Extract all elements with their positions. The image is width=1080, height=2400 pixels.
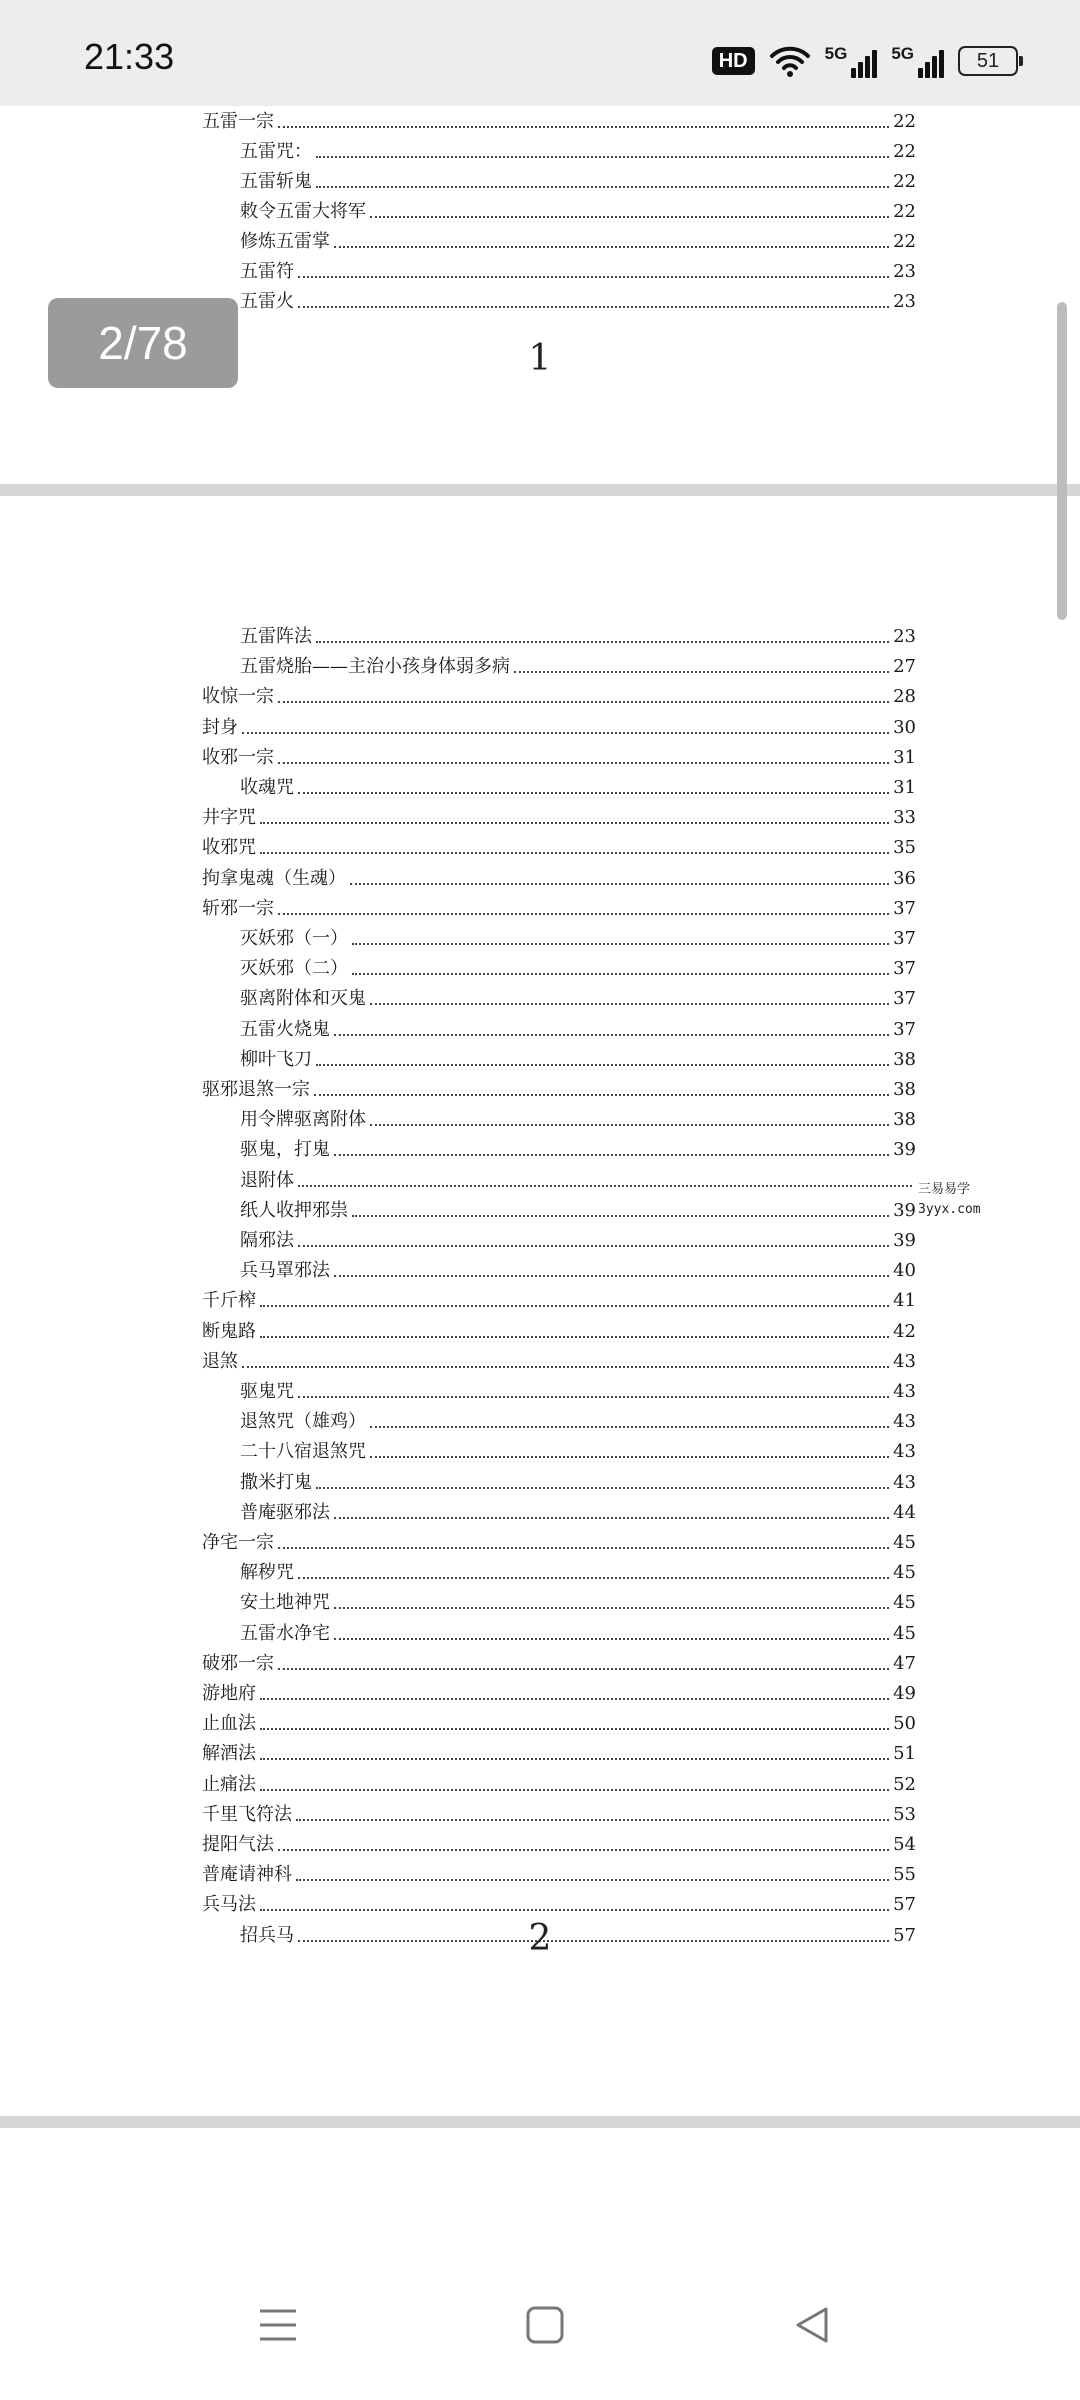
toc-leader-dots	[316, 1064, 889, 1066]
toc-leader-dots	[260, 1336, 889, 1338]
toc-leader-dots	[314, 1094, 889, 1096]
toc-entry[interactable]	[240, 1198, 916, 1224]
toc-entry[interactable]	[240, 199, 916, 225]
toc-leader-dots	[278, 701, 889, 703]
toc-leader-dots	[298, 276, 889, 278]
toc-entry-page: 49	[893, 1683, 916, 1704]
toc-entry[interactable]	[240, 259, 916, 285]
toc-entry-page: 54	[893, 1834, 916, 1855]
toc-leader-dots	[298, 1396, 889, 1398]
toc-entry-page: 22	[893, 231, 916, 252]
toc-entry-title: 收惊一宗	[202, 686, 274, 708]
toc-entry[interactable]	[240, 1258, 916, 1284]
toc-entry-title: 二十八宿退煞咒	[240, 1441, 366, 1463]
toc-entry[interactable]	[202, 684, 916, 710]
toc-entry-page: 22	[893, 201, 916, 222]
toc-entry[interactable]	[240, 1228, 916, 1254]
toc-entry-page: 43	[893, 1471, 916, 1493]
toc-entry-title: 封身	[202, 716, 238, 738]
toc-entry[interactable]	[240, 1590, 916, 1616]
toc-entry[interactable]	[202, 745, 916, 771]
toc-entry-title: 招兵马	[240, 1924, 294, 1946]
toc-entry[interactable]	[240, 1107, 916, 1133]
toc-entry-page: 33	[893, 807, 916, 829]
toc-entry-title: 撒米打鬼	[240, 1471, 312, 1493]
toc-entry-page: 45	[893, 1532, 916, 1553]
toc-entry-title: 净宅一宗	[202, 1532, 274, 1553]
toc-leader-dots	[514, 671, 889, 673]
toc-entry-title: 解酒法	[202, 1743, 256, 1765]
toc-entry[interactable]	[240, 289, 916, 315]
toc-entry[interactable]	[240, 1017, 916, 1043]
toc-entry-page: 27	[893, 656, 916, 678]
toc-entry[interactable]	[240, 229, 916, 255]
toc-leader-dots	[316, 186, 889, 188]
toc-entry[interactable]	[240, 1047, 916, 1073]
toc-entry[interactable]	[202, 1349, 916, 1375]
toc-entry-page: 39	[893, 1230, 916, 1251]
toc-entry-title: 退煞咒（雄鸡）	[240, 1411, 366, 1433]
toc-entry-page: 45	[893, 1562, 916, 1584]
toc-entry[interactable]	[240, 654, 916, 680]
toc-leader-dots	[298, 1577, 889, 1579]
toc-leader-dots	[370, 216, 889, 218]
toc-leader-dots	[260, 822, 889, 824]
toc-entry-page: 37	[893, 897, 916, 919]
toc-entry-page: 40	[893, 1260, 916, 1282]
toc-entry-page: 36	[893, 867, 916, 889]
toc-entry-title: 驱离附体和灭鬼	[240, 988, 366, 1010]
toc-entry-page: 23	[893, 291, 916, 312]
toc-entry-page: 43	[893, 1381, 916, 1402]
toc-entry-title: 收魂咒	[240, 777, 294, 798]
toc-leader-dots	[278, 762, 889, 764]
home-icon	[525, 2305, 565, 2345]
toc-entry[interactable]	[202, 1892, 916, 1918]
toc-entry-title: 柳叶飞刀	[240, 1048, 312, 1070]
toc-entry-page: 53	[893, 1803, 916, 1825]
toc-entry[interactable]	[202, 805, 916, 831]
toc-entry-page: 23	[893, 261, 916, 282]
toc-entry[interactable]	[240, 1621, 916, 1647]
toc-leader-dots	[334, 1275, 889, 1277]
toc-entry-page: 28	[893, 686, 916, 708]
toc-entry-title: 五雷烧胎——主治小孩身体弱多病	[240, 656, 510, 678]
toc-entry-title: 解秽咒	[240, 1562, 294, 1584]
status-bar	[0, 0, 1080, 106]
toc-entry-title: 驱鬼咒	[240, 1381, 294, 1402]
navigation-bar	[0, 2250, 1080, 2400]
toc-entry-title: 五雷符	[240, 261, 294, 282]
toc-entry-page: 43	[893, 1411, 916, 1433]
toc-leader-dots	[278, 1849, 889, 1851]
toc-entry-page: 44	[893, 1501, 916, 1523]
toc-entry[interactable]	[202, 1319, 916, 1345]
toc-leader-dots	[334, 246, 889, 248]
toc-entry-page: 51	[893, 1743, 916, 1765]
toc-leader-dots	[352, 973, 889, 975]
toc-entry[interactable]	[202, 1711, 916, 1737]
toc-entry[interactable]	[240, 169, 916, 195]
status-icons	[712, 36, 1018, 86]
toc-entry-title: 千斤榨	[202, 1290, 256, 1312]
toc-entry[interactable]	[202, 1288, 916, 1314]
toc-entry-title: 灭妖邪（二）	[240, 958, 348, 980]
toc-leader-dots	[296, 1879, 889, 1881]
toc-leader-dots	[352, 1215, 889, 1217]
toc-entry-title: 纸人收押邪祟	[240, 1199, 348, 1221]
toc-leader-dots	[352, 943, 889, 945]
toc-entry-title: 退煞	[202, 1350, 238, 1372]
toc-entry-page: 39	[893, 1139, 916, 1161]
toc-leader-dots	[334, 1154, 889, 1156]
toc-entry-title: 五雷咒：	[240, 141, 312, 162]
toc-entry[interactable]	[202, 896, 916, 922]
toc-entry-page: 22	[893, 111, 916, 132]
toc-leader-dots	[334, 1034, 889, 1036]
toc-entry[interactable]	[240, 1560, 916, 1586]
toc-entry[interactable]	[202, 1772, 916, 1798]
toc-entry-page: 30	[893, 716, 916, 738]
toc-leader-dots	[298, 792, 889, 794]
toc-entry-title: 普庵请神科	[202, 1864, 292, 1886]
toc-entry-title: 兵马法	[202, 1894, 256, 1916]
toc-entry-page: 57	[893, 1894, 916, 1916]
toc-entry-title: 灭妖邪（一）	[240, 928, 348, 949]
wifi-icon	[769, 44, 811, 78]
toc-entry[interactable]	[202, 866, 916, 892]
toc-leader-dots	[278, 1668, 889, 1670]
toc-entry-title: 提阳气法	[202, 1834, 274, 1855]
toc-entry-page: 22	[893, 171, 916, 192]
toc-entry[interactable]	[202, 1802, 916, 1828]
toc-entry-title: 驱鬼，打鬼	[240, 1139, 330, 1161]
toc-entry[interactable]	[240, 956, 916, 982]
toc-leader-dots	[278, 1547, 889, 1549]
back-icon	[792, 2305, 832, 2345]
toc-entry-page: 45	[893, 1622, 916, 1644]
toc-leader-dots	[298, 1245, 889, 1247]
document-page-1[interactable]	[0, 106, 1080, 484]
toc-leader-dots	[278, 913, 889, 915]
toc-entry-page: 38	[893, 1079, 916, 1100]
toc-entry-title: 退附体	[240, 1169, 294, 1191]
toc-entry-page: 23	[893, 626, 916, 647]
toc-entry[interactable]	[202, 835, 916, 861]
toc-entry-title: 五雷火	[240, 291, 294, 312]
toc-entry[interactable]	[202, 1862, 916, 1888]
toc-leader-dots	[334, 1607, 889, 1609]
toc-entry-title: 井字咒	[202, 807, 256, 829]
page-separator	[0, 2116, 1080, 2128]
toc-entry[interactable]	[240, 1137, 916, 1163]
back-button[interactable]	[777, 2290, 847, 2360]
toc-entry-title: 修炼五雷掌	[240, 231, 330, 252]
toc-entry[interactable]	[240, 1168, 916, 1194]
toc-leader-dots	[316, 156, 889, 158]
toc-entry-title: 五雷斩鬼	[240, 171, 312, 192]
toc-entry[interactable]	[202, 1832, 916, 1858]
signal-5g-icon: 5G	[825, 44, 878, 78]
toc-entry-title: 拘拿鬼魂（生魂）	[202, 867, 346, 889]
document-page-2[interactable]	[0, 496, 1080, 2116]
toc-entry[interactable]	[240, 1500, 916, 1526]
toc-entry-page: 37	[893, 958, 916, 980]
toc-entry-page: 55	[893, 1864, 916, 1886]
toc-entry[interactable]	[240, 1439, 916, 1465]
toc-entry-page: 31	[893, 746, 916, 768]
clock: 21:33	[84, 36, 175, 77]
toc-entry-title: 五雷火烧鬼	[240, 1018, 330, 1040]
toc-entry[interactable]	[240, 775, 916, 801]
page-number: 1	[528, 338, 552, 379]
toc-entry[interactable]	[202, 1077, 916, 1103]
toc-leader-dots	[242, 1366, 889, 1368]
toc-entry[interactable]	[240, 624, 916, 650]
toc-leader-dots	[334, 1638, 889, 1640]
toc-entry-page: 37	[893, 988, 916, 1010]
toc-leader-dots	[296, 1819, 889, 1821]
toc-leader-dots	[260, 1758, 889, 1760]
toc-leader-dots	[370, 1124, 889, 1126]
toc-entry-title: 斩邪一宗	[202, 897, 274, 919]
toc-entry-title: 游地府	[202, 1683, 256, 1704]
page-number: 2	[528, 1918, 552, 1959]
toc-entry-title: 用令牌驱离附体	[240, 1109, 366, 1131]
toc-entry[interactable]	[240, 986, 916, 1012]
toc-leader-dots	[298, 1185, 912, 1187]
toc-entry[interactable]	[240, 1409, 916, 1435]
toc-leader-dots	[334, 1517, 889, 1519]
toc-entry-page: 52	[893, 1773, 916, 1795]
toc-entry[interactable]	[202, 1530, 916, 1556]
toc-entry-title: 断鬼路	[202, 1320, 256, 1342]
toc-entry-title: 破邪一宗	[202, 1652, 274, 1674]
toc-entry-page: 38	[893, 1048, 916, 1070]
toc-entry-page: 35	[893, 837, 916, 859]
toc-leader-dots	[278, 126, 889, 128]
toc-entry-page: 45	[893, 1592, 916, 1614]
toc-leader-dots	[350, 883, 889, 885]
toc-entry-title: 安土地神咒	[240, 1592, 330, 1614]
toc-entry[interactable]	[240, 926, 916, 952]
toc-leader-dots	[298, 306, 889, 308]
toc-entry-page: 37	[893, 1018, 916, 1040]
toc-entry-title: 止痛法	[202, 1773, 256, 1795]
toc-leader-dots	[260, 1909, 889, 1911]
battery-icon: 51	[958, 46, 1018, 76]
home-button[interactable]	[510, 2290, 580, 2360]
toc-leader-dots	[316, 641, 889, 643]
menu-button[interactable]	[243, 2290, 313, 2360]
toc-entry-page: 42	[893, 1320, 916, 1342]
page-separator	[0, 484, 1080, 496]
toc-leader-dots	[260, 1698, 889, 1700]
watermark: 三易易学 3yyx.com	[918, 1182, 981, 1217]
toc-entry-page: 57	[893, 1924, 916, 1946]
toc-leader-dots	[370, 1456, 889, 1458]
toc-leader-dots	[260, 852, 889, 854]
toc-leader-dots	[316, 1487, 889, 1489]
toc-entry[interactable]	[240, 1470, 916, 1496]
toc-entry-title: 五雷阵法	[240, 626, 312, 647]
toc-entry[interactable]	[202, 109, 916, 135]
toc-entry-page: 41	[893, 1290, 916, 1312]
toc-entry-title: 隔邪法	[240, 1230, 294, 1251]
toc-entry-title: 敕令五雷大将军	[240, 201, 366, 222]
toc-entry-page: 22	[893, 141, 916, 162]
toc-entry-page: 31	[893, 777, 916, 798]
toc-entry-title: 五雷一宗	[202, 111, 274, 132]
toc-entry[interactable]	[202, 1741, 916, 1767]
page-indicator: 2/78	[48, 298, 238, 388]
toc-leader-dots	[242, 732, 889, 734]
toc-entry[interactable]	[202, 1681, 916, 1707]
menu-icon	[258, 2307, 298, 2343]
toc-entry-page: 43	[893, 1350, 916, 1372]
hd-voice-icon: HD	[712, 47, 755, 75]
toc-entry-title: 五雷水净宅	[240, 1622, 330, 1644]
toc-leader-dots	[370, 1426, 889, 1428]
toc-entry-title: 普庵驱邪法	[240, 1501, 330, 1523]
toc-leader-dots	[260, 1305, 889, 1307]
toc-entry-page: 43	[893, 1441, 916, 1463]
toc-entry-page: 47	[893, 1652, 916, 1674]
toc-entry-page: 37	[893, 928, 916, 949]
toc-entry-page: 50	[893, 1713, 916, 1735]
toc-entry-title: 驱邪退煞一宗	[202, 1079, 310, 1100]
toc-leader-dots	[260, 1728, 889, 1730]
toc-entry-page: 39	[893, 1199, 916, 1221]
toc-entry[interactable]	[240, 1379, 916, 1405]
toc-entry-title: 止血法	[202, 1713, 256, 1735]
toc-entry-page: 38	[893, 1109, 916, 1131]
toc-entry-title: 千里飞符法	[202, 1803, 292, 1825]
toc-entry-title: 收邪一宗	[202, 746, 274, 768]
toc-entry-title: 收邪咒	[202, 837, 256, 859]
toc-entry[interactable]	[202, 1651, 916, 1677]
scrollbar-thumb[interactable]	[1057, 302, 1067, 620]
signal-5g-icon: 5G	[891, 44, 944, 78]
toc-entry[interactable]	[202, 715, 916, 741]
toc-entry-title: 兵马罩邪法	[240, 1260, 330, 1282]
toc-leader-dots	[370, 1003, 889, 1005]
toc-leader-dots	[260, 1789, 889, 1791]
toc-entry[interactable]	[240, 139, 916, 165]
